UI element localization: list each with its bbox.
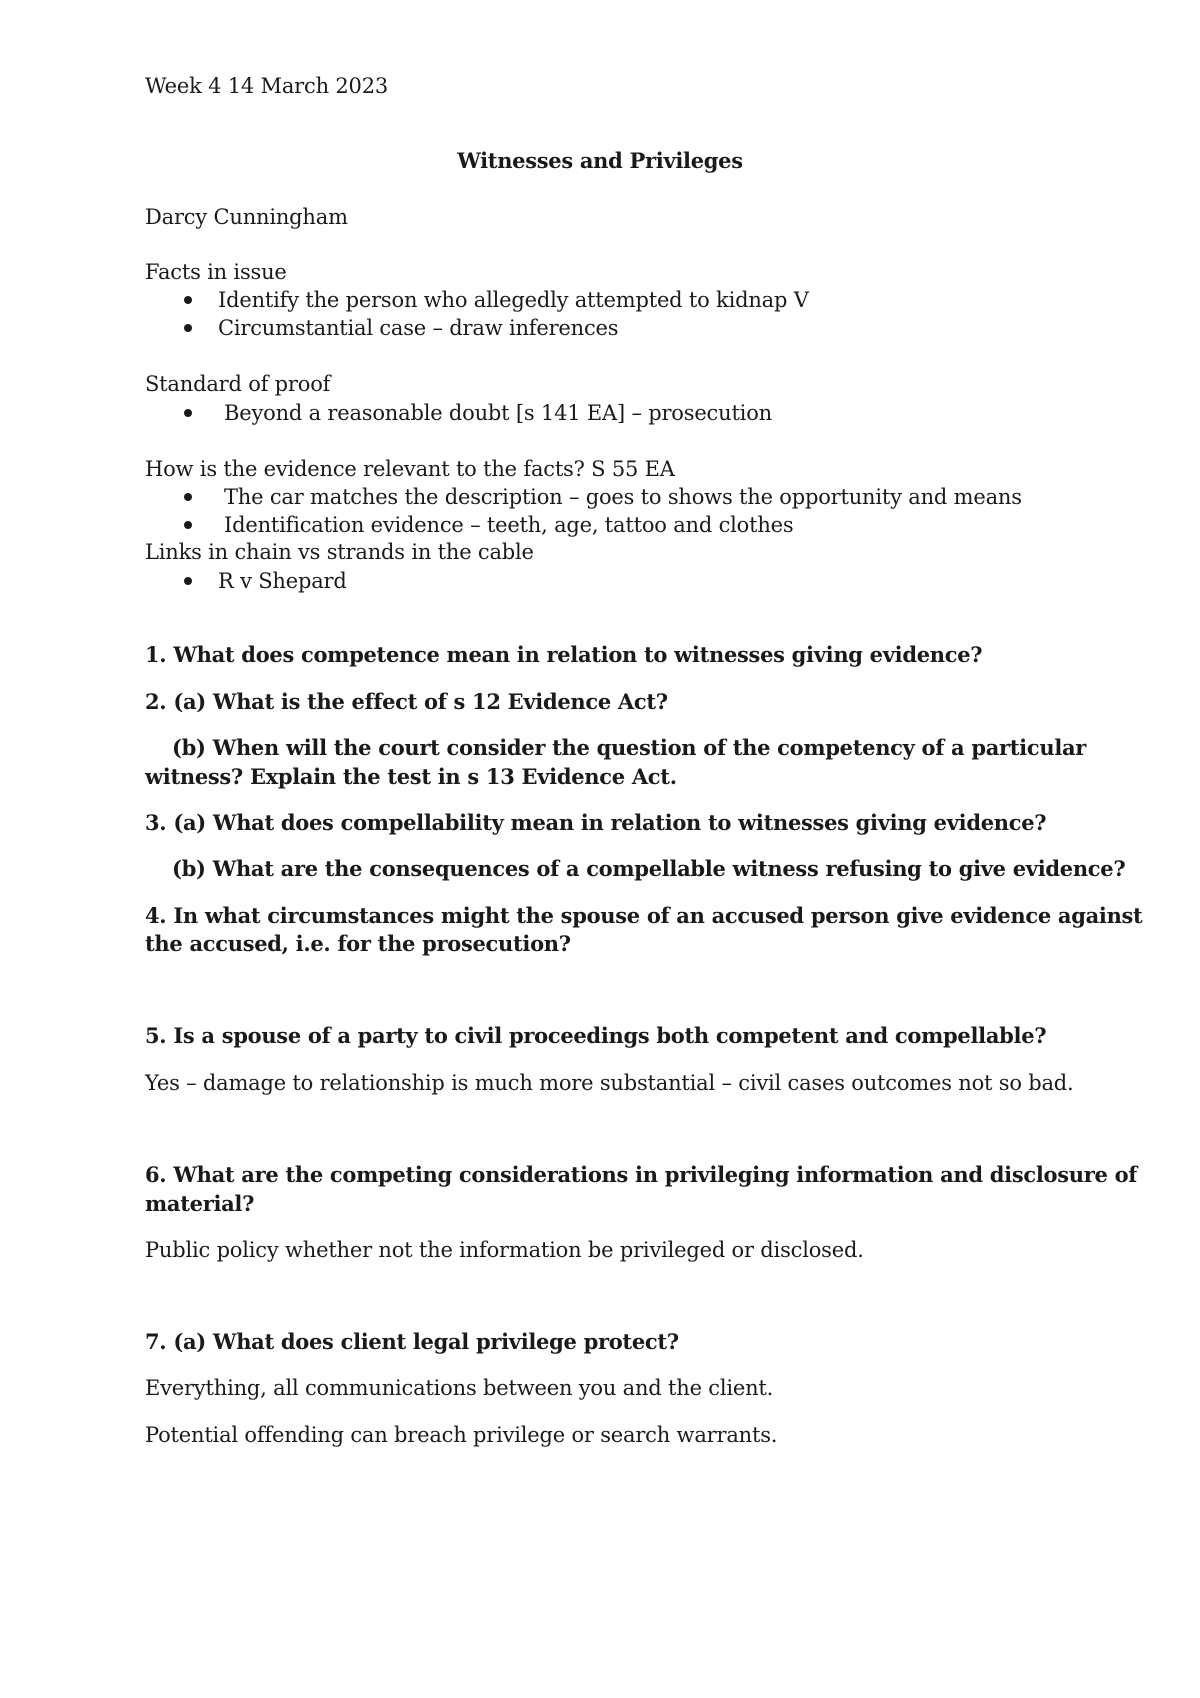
question-1: 1. What does competence mean in relation to witnesses giving evidence?: [145, 642, 983, 667]
question-2b-line-1: (b) When will the court consider the question of the competency of a particular: [172, 735, 1087, 760]
list-item-text: Beyond a reasonable doubt [s 141 EA] – prosecution: [224, 401, 772, 425]
question-5: 5. Is a spouse of a party to civil proceedings both competent and compellable?: [145, 1023, 1047, 1048]
bullet-icon: [184, 577, 192, 585]
question-6-line-2: material?: [145, 1191, 255, 1216]
list-item-text: Circumstantial case – draw inferences: [218, 316, 619, 340]
question-2a: 2. (a) What is the effect of s 12 Evidence Act?: [145, 689, 668, 714]
standard-of-proof-heading: Standard of proof: [145, 372, 331, 396]
question-4-line-2: the accused, i.e. for the prosecution?: [145, 931, 571, 956]
list-item-text: Identification evidence – teeth, age, tattoo and clothes: [224, 513, 794, 537]
list-item-text: R v Shepard: [218, 569, 347, 593]
answer-7-line-1: Everything, all communications between you and the client.: [145, 1376, 774, 1400]
question-4-line-1: 4. In what circumstances might the spouse of an accused person give evidence against: [145, 903, 1143, 928]
answer-6: Public policy whether not the information be privileged or disclosed.: [145, 1238, 864, 1262]
links-heading: Links in chain vs strands in the cable: [145, 540, 534, 564]
bullet-icon: [184, 409, 192, 417]
date-line: Week 4 14 March 2023: [145, 74, 389, 98]
list-item-text: Identify the person who allegedly attempted to kidnap V: [218, 288, 809, 312]
author-name: Darcy Cunningham: [145, 205, 348, 229]
question-2b-line-2: witness? Explain the test in s 13 Evidence Act.: [145, 764, 677, 789]
question-3a: 3. (a) What does compellability mean in relation to witnesses giving evidence?: [145, 810, 1047, 835]
bullet-icon: [184, 296, 192, 304]
question-6-line-1: 6. What are the competing considerations in privileging information and disclosure of: [145, 1162, 1138, 1187]
relevance-heading: How is the evidence relevant to the facts? S 55 EA: [145, 457, 675, 481]
facts-in-issue-heading: Facts in issue: [145, 260, 287, 284]
answer-5: Yes – damage to relationship is much more substantial – civil cases outcomes not so bad.: [145, 1071, 1074, 1095]
list-item-text: The car matches the description – goes to shows the opportunity and means: [224, 485, 1022, 509]
question-3b: (b) What are the consequences of a compellable witness refusing to give evidence?: [172, 856, 1126, 881]
document-title: Witnesses and Privileges: [457, 148, 743, 173]
question-7a: 7. (a) What does client legal privilege protect?: [145, 1329, 679, 1354]
bullet-icon: [184, 521, 192, 529]
bullet-icon: [184, 493, 192, 501]
bullet-icon: [184, 324, 192, 332]
answer-7-line-2: Potential offending can breach privilege or search warrants.: [145, 1423, 778, 1447]
